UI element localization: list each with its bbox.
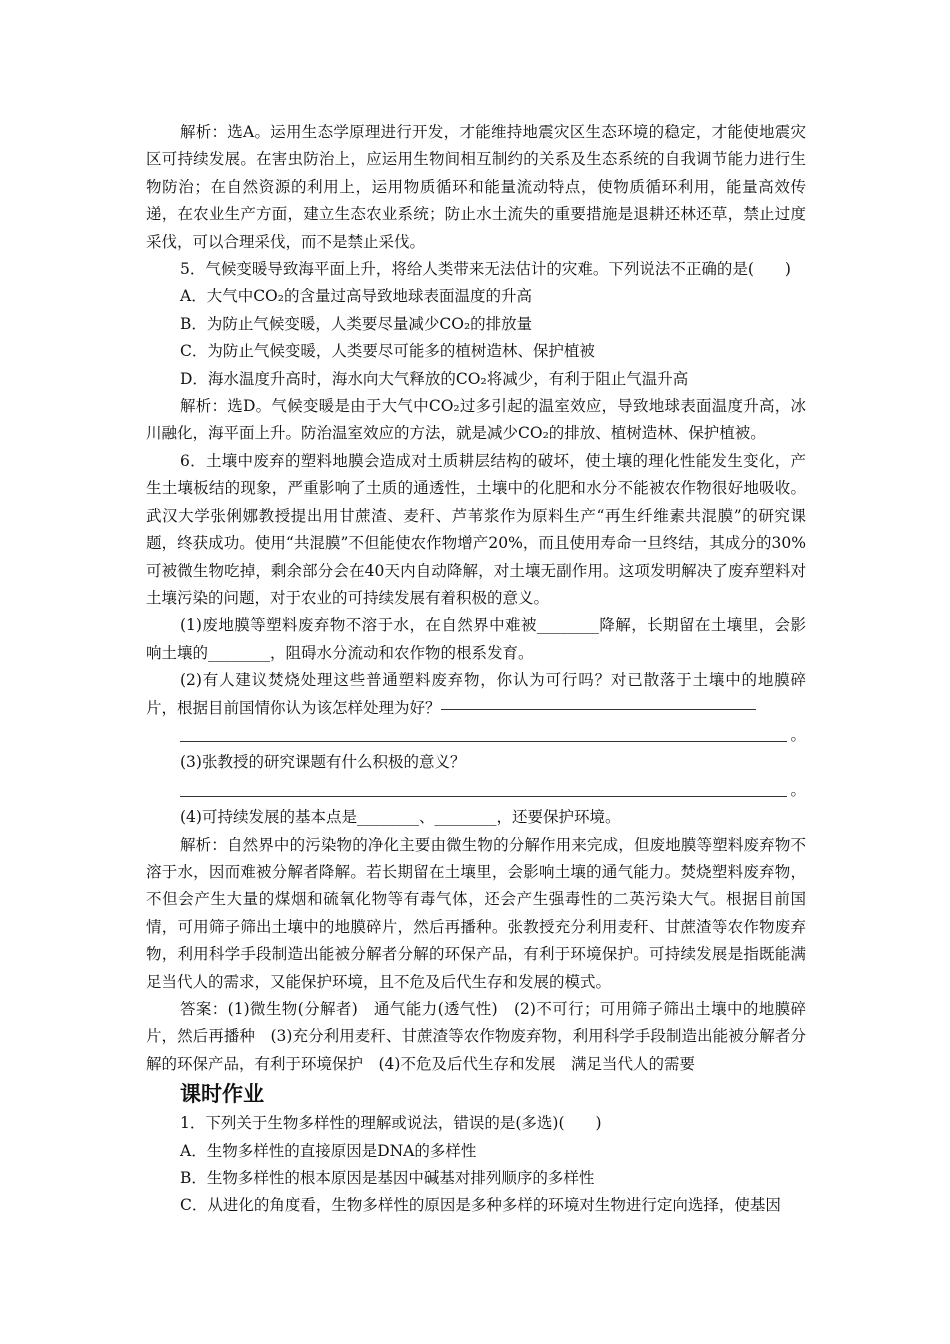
hw1-stem: 1．下列关于生物多样性的理解或说法，错误的是(多选)( )	[180, 1114, 602, 1133]
q5-option-c: C．为防止气候变暖，人类要尽可能多的植树造林、保护植被	[180, 342, 595, 361]
q6-sub4: (4)可持续发展的基本点是________、________，还要保护环境。	[180, 808, 621, 827]
q5-option-d: D．海水温度升高时，海水向大气释放的CO₂将减少，有利于阻止气温升高	[180, 369, 689, 388]
q5-stem: 5．气候变暖导致海平面上升，将给人类带来无法估计的灾难。下列说法不正确的是( )	[180, 260, 791, 279]
answer-blank-line[interactable]	[441, 708, 756, 710]
hw1-option-c: C．从进化的角度看，生物多样性的原因是多种多样的环境对生物进行定向选择，使基因	[180, 1196, 781, 1215]
q6-analysis: 解析：自然界中的污染物的净化主要由微生物的分解作用来完成，但废地膜等塑料废弃物不溶于水，因而难被分解者降解。若长期留在土壤里，会影响土壤的通气能力。焚烧塑料废弃物，不但会产生大量的煤烟和硫氧化物等有毒气体，还会产生强毒性的二英污染大气。根据目前国情，可用筛子筛出土壤中的地膜碎片，然后再播种。张教授充分利用麦秆、甘蔗渣等农作物废弃物，利用科学手段制造出能被分解者分解的环保产品，有利于环境保护。可持续发展是指既能满足当代人的需求，又能保护环境，且不危及后代生存和发展的模式。	[146, 835, 806, 991]
hw1-option-a: A．生物多样性的直接原因是DNA的多样性	[180, 1141, 477, 1160]
q6-stem: 6．土壤中废弃的塑料地膜会造成对土质耕层结构的破坏，使土壤的理化性能发生变化，产生土壤板结的现象，严重影响了土质的通透性，土壤中的化肥和水分不能被农作物很好地吸收。武汉大学张俐娜教授提出用甘蔗渣、麦秆、芦苇浆作为原料生产“再生纤维素共混膜”的研究课题，终获成功。使用“共混膜”不但能使农作物增产20%，而且使用寿命一旦终结，其成分的30%可被微生物吃掉，剩余部分会在40天内自动降解，对土壤无副作用。这项发明解决了废弃塑料对土壤污染的问题，对于农业的可持续发展有着积极的意义。	[146, 451, 806, 607]
q5-option-b: B．为防止气候变暖，人类要尽量减少CO₂的排放量	[180, 314, 533, 333]
q6-sub2-text: (2)有人建议焚烧处理这些普通塑料废弃物，你认为可行吗？对已散落于土壤中的地膜碎片，根据目前国情你认为该怎样处理为好？	[146, 671, 806, 717]
document-body	[146, 119, 806, 1220]
q6-sub1: (1)废地膜等塑料废弃物不溶于水，在自然界中难被________降解，长期留在土壤里，会影响土壤的________，阻碍水分流动和农作物的根系发育。	[146, 616, 806, 662]
q5-analysis: 解析：选D。气候变暖是由于大气中CO₂过多引起的温室效应，导致地球表面温度升高，冰川融化，海平面上升。防治温室效应的方法，就是减少CO₂的排放、植树造林、保护植被。	[146, 397, 806, 443]
period: 。	[790, 780, 806, 799]
hw1-option-b: B．生物多样性的根本原因是基因中碱基对排列顺序的多样性	[180, 1169, 595, 1187]
q6-answer: 答案：(1)微生物(分解者) 通气能力(透气性) (2)不可行；可用筛子筛出土壤中的地膜碎片，然后再播种 (3)充分利用麦秆、甘蔗渣等农作物废弃物，利用科学手段制造出能被分解者分解的环保产品，有利于环境保护 (4)不危及后代生存和发展 满足当代人的需要	[146, 999, 806, 1073]
answer-blank-line[interactable]	[146, 722, 806, 749]
answer-rule	[180, 741, 787, 742]
q5-option-a: A．大气中CO₂的含量过高导致地球表面温度的升高	[180, 287, 532, 306]
q4-analysis: 解析：选A。运用生态学原理进行开发，才能维持地震灾区生态环境的稳定，才能使地震灾区可持续发展。在害虫防治上，应运用生物间相互制约的关系及生态系统的自我调节能力进行生物防治；在自然资源的利用上，运用物质循环和能量流动特点，使物质循环利用，能量高效传递，在农业生产方面，建立生态农业系统；防止水土流失的重要措施是退耕还林还草，禁止过度采伐，可以合理采伐，而不是禁止采伐。	[146, 123, 806, 251]
answer-blank-line[interactable]	[146, 777, 806, 804]
section-title: 课时作业	[180, 1082, 264, 1107]
period: 。	[790, 725, 806, 744]
q6-sub3: (3)张教授的研究课题有什么积极的意义？	[180, 753, 466, 772]
q6-sub2	[146, 667, 806, 722]
answer-rule	[180, 796, 787, 797]
